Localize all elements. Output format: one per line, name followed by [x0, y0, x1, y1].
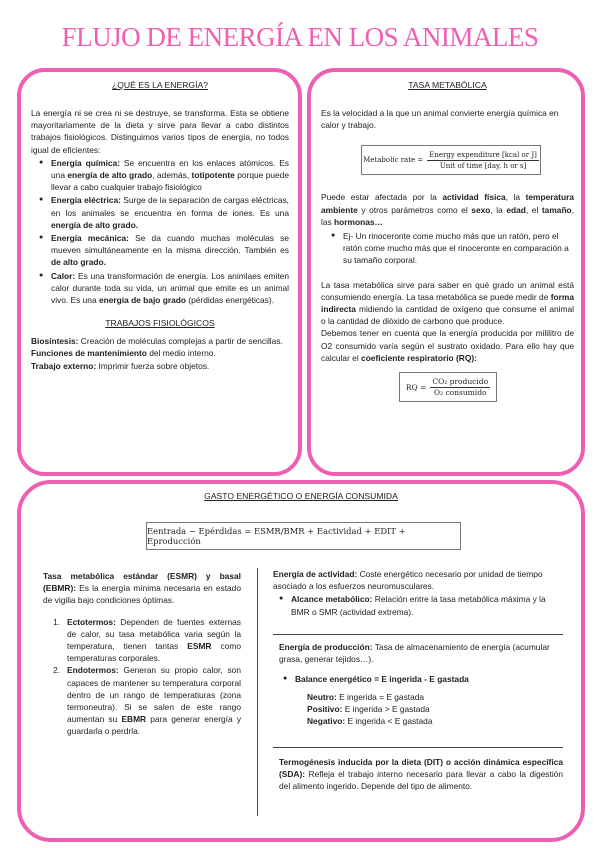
maintenance-text: Funciones de mantenimiento del medio interno. [31, 348, 216, 359]
section-divider [273, 747, 563, 748]
energy-heading: ¿QUÉ ES LA ENERGÍA? [112, 80, 208, 90]
energy-types-list [39, 157, 289, 306]
list-item: ● Balance energético = E ingerida - E gastada [283, 673, 563, 685]
smr-definition: Tasa metabólica estándar (ESMR) y basal (EBMR): Es la energía mínima necesaria en estado de vigilia bajo condiciones óptimas. [43, 571, 241, 606]
smr-column [43, 570, 241, 738]
metabolic-scope-list [279, 593, 563, 617]
energy-balance-equation: Eentrada − Epérdidas = ESMR/BMR + Eactividad + EDIT + Eproducción [146, 522, 461, 550]
metabolic-rate-heading: TASA METABÓLICA [408, 80, 487, 90]
balance-neutral: Neutro: E ingerida = E gastada [307, 691, 425, 702]
example-list [331, 230, 574, 267]
energy-expenditure-panel [17, 480, 585, 842]
list-item: ● Energía mecánica: Se da cuando muchas moléculas se mueven simultáneamente en la misma dirección. También es de alto grado. [39, 232, 289, 269]
energy-intro: La energía ni se crea ni se destruye, se transforma. Esta se obtiene mayoritariamente de la dieta y sirve para llevar a cabo distintos trabajos fisiológicos. Distinguimos varios tipos de energía, no todos igual de eficientes: [31, 108, 289, 155]
metabolic-rate-usage: La tasa metabólica sirve para saber en qué grado un animal está consumiendo energía. La tasa metabólica se puede medir de forma indirecta midiendo la cantidad de oxígeno que consume el animal o la cantidad de dióxido de carbono que produce. [321, 279, 574, 327]
list-item: ● Ej- Un rinoceronte come mucho más que un ratón, pero el ratón come mucho más que el rinoceronte en comparación a su tamaño corporal. [331, 230, 574, 267]
metabolic-rate-formula: Metabolic rate = $\frac{\text{Energy expenditure [kcal or J]}}{\text{Unit of time [day, h or s]}}$ [361, 145, 541, 175]
energy-definition-panel [17, 68, 302, 476]
list-item: ● Calor: Es una transformación de energía. Los animlaes emiten calor durante toda su vida, un animal que emite es un animal vivo. Es una energía de bajo grado (pérdidas energéticas). [39, 270, 289, 307]
dit-text: Termogénesis inducida por la dieta (DIT) o acción dinámica específica (SDA): Refleja el trabajo interno necesario para llevar a cabo la digestión del alimento ingerido. Depende del tipo de alimento. [279, 757, 563, 792]
list-item: ● Energía química: Se encuentra en los enlaces atómicos. Es una energía de alto grado, además, totipotente porque puede llevar a cabo cualquier trabajo fisiológico [39, 157, 289, 194]
balance-positive: Positivo: E ingerida > E gastada [307, 703, 430, 714]
list-item: 2. Endotermos: Generan su propio calor, son capaces de mantener su temperatura corporal dentro de un rango de temperatiuras (zona termoneutra). Si se salen de este rango aumentan su EBMR para generar energía y guardarla o perdrla. [53, 665, 242, 737]
production-energy-text: Energía de producción: Tasa de almacenamiento de energía (acumular grasa, generar tejidos…). [279, 642, 550, 665]
external-work-text: Trabajo externo: Imprimir fuerza sobre objetos. [31, 360, 210, 371]
biosynthesis-text: Biosíntesis: Creación de moléculas complejas a partir de sencillas. [31, 336, 283, 347]
activity-energy-text: Energía de actividad: Coste energético necesario por unidad de tiempo asociado a los esfuerzos neuromusculares. [273, 569, 543, 592]
thermal-types-list [53, 616, 241, 738]
metabolic-rate-panel [307, 68, 585, 476]
activity-column [273, 568, 563, 618]
production-column [279, 641, 563, 727]
list-item: 1. Ectotermos: Dependen de fuentes externas de calor, su tasa metabólica varia según la temperatura, tienen tantas ESMR como temperaturas corporales. [53, 616, 241, 664]
column-divider [257, 568, 258, 816]
energy-expenditure-heading: GASTO ENERGÉTICO O ENERGÍA CONSUMIDA [204, 491, 398, 501]
list-item: ● Alcance metabólico: Relación entre la tasa metabólica máxima y la BMR o SMR (actividad extrema). [279, 593, 563, 617]
balance-negative: Negativo: E ingerida < E gastada [307, 716, 433, 727]
energy-balance-list [283, 673, 563, 685]
respiratory-quotient-text: Debemos tener en cuenta que la energía producida por mililitro de O2 consumido varía según el sustrato oxidado. Para ello hay que calcular el coeficiente respiratorio (RQ): [321, 328, 574, 363]
list-item: ● Energía eléctrica: Surge de la separación de cargas eléctricas, en los animales se encuentra en forma de iones. Es una energía de alto grado. [39, 194, 289, 231]
affecting-factors: Puede estar afectada por la actividad física, la temperatura ambiente y otros parámetros como el sexo, la edad, el tamaño, las hormonas… [321, 192, 575, 227]
physiological-work-heading: TRABAJOS FISIOLÓGICOS [105, 318, 215, 329]
metabolic-rate-intro: Es la velocidad a la que un animal convierte energía química en calor y trabajo. [321, 108, 559, 131]
rq-formula: RQ = $\frac{\text{CO₂ producido}}{\text{O₂ consumido}}$ [399, 372, 497, 402]
dit-column [279, 756, 563, 793]
page-title: FLUJO DE ENERGÍA EN LOS ANIMALES [61, 22, 539, 52]
section-divider [273, 634, 563, 635]
